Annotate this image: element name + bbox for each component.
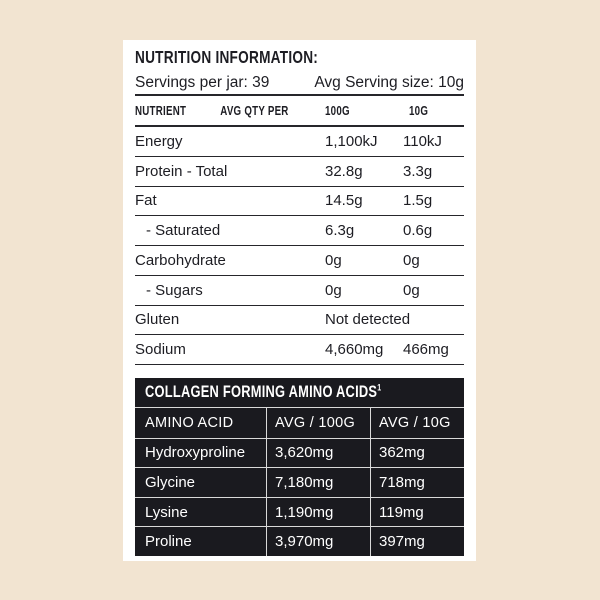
amino-acid-name: Lysine	[145, 503, 188, 521]
amino-acids-title-text: COLLAGEN FORMING AMINO ACIDS$^1$	[145, 382, 382, 401]
nutrient-label: - Saturated	[146, 222, 221, 240]
amino-acid-name: Hydroxyproline	[145, 444, 246, 462]
nutrition-row-carbohydrate	[135, 246, 464, 276]
nutrition-panel	[123, 40, 476, 561]
amino-col-header-100g: AVG / 100G	[266, 408, 370, 438]
nutrition-row-protein	[135, 157, 464, 187]
amino-value-10g: 718mg	[370, 468, 464, 497]
value-100g: 14.5g	[325, 192, 363, 210]
value-10g: 1.5g	[403, 192, 433, 210]
nutrient-label: Carbohydrate	[135, 251, 226, 269]
value-10g: 110kJ	[403, 132, 442, 150]
amino-value-10g: 119mg	[370, 498, 464, 527]
value-10g: 466mg	[403, 341, 449, 359]
nutrition-row-sodium	[135, 335, 464, 365]
amino-acids-title	[135, 378, 464, 408]
serving-size: Avg Serving size: 10g	[314, 74, 464, 91]
nutrient-label: - Sugars	[146, 281, 203, 299]
amino-row-glycine	[135, 467, 464, 497]
amino-acid-name: Glycine	[145, 473, 196, 491]
footnote-superscript: 1	[377, 382, 382, 393]
nutrition-row-energy	[135, 127, 464, 157]
nutrient-label: Protein - Total	[135, 162, 228, 180]
col-header-nutrient: NUTRIENT	[135, 103, 187, 118]
nutrition-table-header	[135, 94, 464, 127]
header-cell-100g	[325, 104, 403, 118]
nutrition-row-sugars	[135, 276, 464, 306]
amino-row-proline	[135, 526, 464, 556]
servings-line	[135, 72, 464, 94]
amino-header-row	[135, 408, 464, 438]
gluten-span-value: Not detected	[325, 311, 411, 329]
nutrition-row-saturated	[135, 216, 464, 246]
amino-acid-name: Proline	[145, 533, 192, 551]
amino-value-10g: 362mg	[370, 439, 464, 468]
value-10g: 3.3g	[403, 162, 433, 180]
col-header-avg-qty-per: AVG QTY PER	[219, 103, 289, 118]
amino-acids-section	[135, 378, 464, 556]
value-100g: 0g	[325, 251, 342, 269]
value-10g: 0g	[403, 251, 420, 269]
nutrient-label: Fat	[135, 192, 157, 210]
amino-value-10g: 397mg	[370, 527, 464, 556]
amino-col-header-acid: AMINO ACID	[145, 414, 234, 431]
value-100g: 4,660mg	[325, 341, 384, 359]
amino-value-100g: 1,190mg	[266, 498, 370, 527]
value-10g: 0.6g	[403, 222, 433, 240]
value-100g: 1,100kJ	[325, 132, 378, 150]
servings-per-jar: Servings per jar: 39	[135, 74, 270, 91]
value-100g: 6.3g	[325, 222, 355, 240]
amino-value-100g: 3,970mg	[266, 527, 370, 556]
value-10g: 0g	[403, 281, 420, 299]
amino-value-100g: 7,180mg	[266, 468, 370, 497]
nutrition-info-title	[135, 48, 464, 67]
nutrient-label: Gluten	[135, 311, 180, 329]
value-100g: 0g	[325, 281, 342, 299]
nutrient-label: Sodium	[135, 341, 186, 359]
col-header-10g: 10G	[409, 103, 429, 118]
nutrient-label: Energy	[135, 132, 183, 150]
nutrition-row-fat	[135, 187, 464, 217]
nutrition-row-gluten	[135, 306, 464, 336]
header-cell-10g	[403, 104, 464, 118]
amino-row-hydroxyproline	[135, 438, 464, 468]
nutrition-info-title-text: NUTRITION INFORMATION:	[135, 47, 319, 67]
amino-row-lysine	[135, 497, 464, 527]
value-100g: 32.8g	[325, 162, 363, 180]
amino-value-100g: 3,620mg	[266, 439, 370, 468]
header-cell-nutrient	[135, 104, 325, 118]
amino-col-header-10g: AVG / 10G	[370, 408, 464, 438]
col-header-100g: 100G	[325, 103, 350, 118]
